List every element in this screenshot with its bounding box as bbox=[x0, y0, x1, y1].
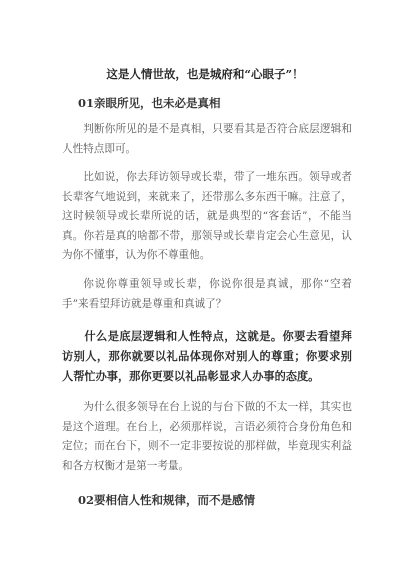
bold-paragraph: 什么是底层逻辑和人性特点，这就是。你要去看望拜访别人，那你就要以礼品体现你对别人的尊重；你要求别人帮忙办事，那你更要以礼品彰显求人办事的态度。 bbox=[62, 329, 352, 383]
section-heading-1: 01亲眼所见，也未必是真相 bbox=[78, 96, 221, 110]
document-title: 这是人情世故，也是城府和“心眼子”！ bbox=[106, 67, 304, 81]
paragraph-3: 你说你尊重领导或长辈，你说你很是真诚，那你“空着手”来看望拜访就是尊重和真诚了？ bbox=[62, 278, 352, 310]
section-heading-2: 02要相信人性和规律，而不是感情 bbox=[78, 493, 256, 507]
paragraph-2: 比如说，你去拜访领导或长辈，带了一堆东西。领导或者长辈客气地说到，来就来了，还带那么多东西干嘛。注意了，这时候领导或长辈所说的话，就是典型的“客套话”，不能当真。你若是真的啥都不带，那领导或长辈肯定会心生意见，认为你不懂事，认为你不尊重他。 bbox=[62, 171, 352, 261]
paragraph-1: 判断你所见的是不是真相，只要看其是否符合底层逻辑和人性特点即可。 bbox=[62, 123, 352, 155]
paragraph-4: 为什么很多领导在台上说的与台下做的不太一样，其实也是这个道理。在台上，必须那样说，言语必须符合身份角色和定位；而在台下，则不一定非要按说的那样做，毕竟现实利益和各方权衡才是第一考量。 bbox=[62, 401, 352, 472]
